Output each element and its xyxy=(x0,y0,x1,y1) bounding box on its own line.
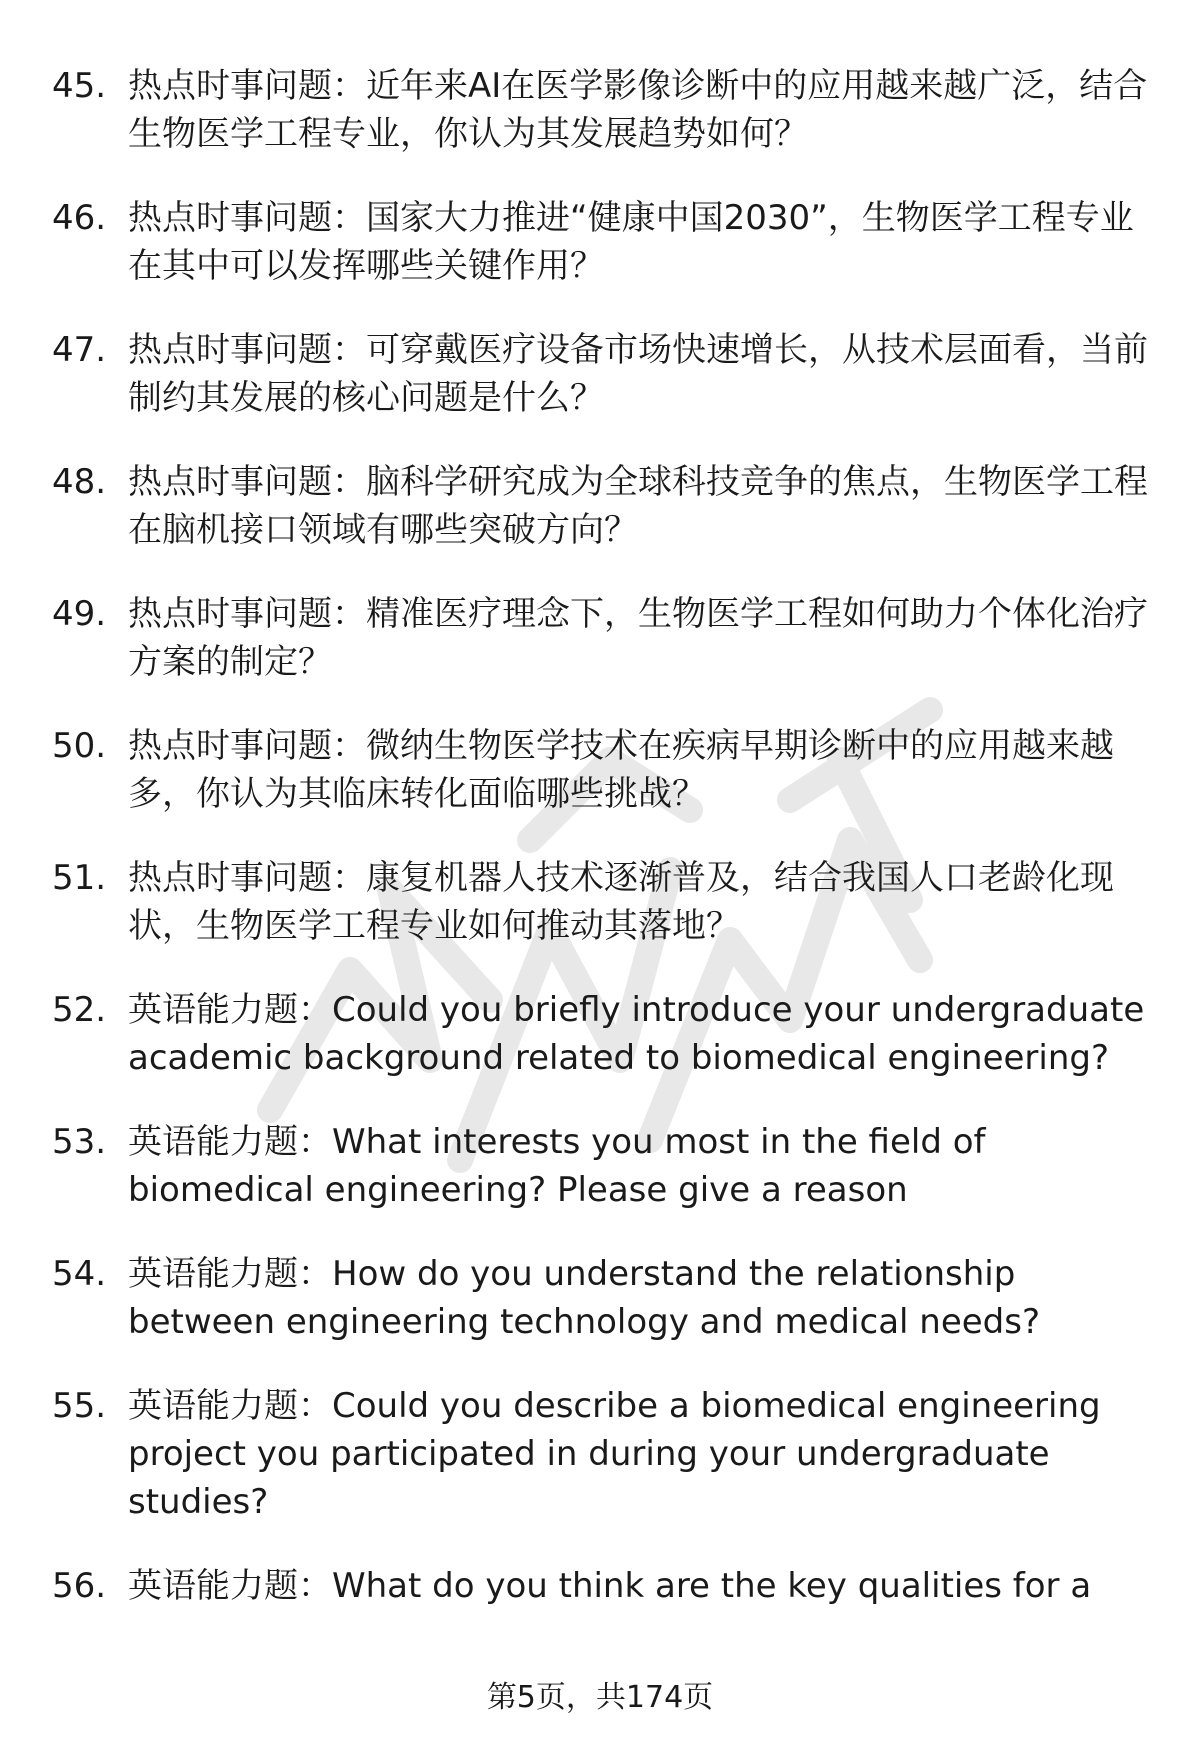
list-item xyxy=(52,326,1162,422)
list-item xyxy=(52,1118,1162,1214)
list-item xyxy=(52,62,1162,158)
question-text: 热点时事问题：国家大力推进“健康中国2030”，生物医学工程专业在其中可以发挥哪些关键作用？ xyxy=(128,198,1134,286)
question-text: 英语能力题：Could you briefly introduce your undergraduate academic background related to biomedical engineering? xyxy=(128,990,1145,1078)
question-number: 49. xyxy=(52,594,107,634)
list-item xyxy=(52,1382,1162,1526)
question-text: 英语能力题：What do you think are the key qualities for a xyxy=(128,1566,1092,1606)
list-item xyxy=(52,194,1162,290)
question-text: 热点时事问题：精准医疗理念下，生物医学工程如何助力个体化治疗方案的制定？ xyxy=(128,594,1148,682)
question-text: 英语能力题：Could you describe a biomedical engineering project you participated in during your undergraduate studies? xyxy=(128,1386,1101,1522)
question-number: 55. xyxy=(52,1386,107,1426)
question-number: 47. xyxy=(52,330,107,370)
question-text: 热点时事问题：康复机器人技术逐渐普及，结合我国人口老龄化现状，生物医学工程专业如何推动其落地？ xyxy=(128,858,1114,946)
question-text: 英语能力题：How do you understand the relationship between engineering technology and medical needs? xyxy=(128,1254,1041,1342)
question-text: 热点时事问题：微纳生物医学技术在疾病早期诊断中的应用越来越多，你认为其临床转化面临哪些挑战？ xyxy=(128,726,1114,814)
question-text: 热点时事问题：脑科学研究成为全球科技竞争的焦点，生物医学工程在脑机接口领域有哪些突破方向？ xyxy=(128,462,1148,550)
list-item xyxy=(52,1562,1162,1610)
question-number: 50. xyxy=(52,726,107,766)
list-item xyxy=(52,458,1162,554)
question-number: 52. xyxy=(52,990,107,1030)
question-text: 热点时事问题：近年来AI在医学影像诊断中的应用越来越广泛，结合生物医学工程专业，你认为其发展趋势如何？ xyxy=(128,66,1148,154)
question-number: 45. xyxy=(52,66,107,106)
question-list xyxy=(52,62,1162,1646)
question-text: 英语能力题：What interests you most in the field of biomedical engineering? Please give a reason xyxy=(128,1122,986,1210)
question-number: 53. xyxy=(52,1122,107,1162)
list-item xyxy=(52,590,1162,686)
list-item xyxy=(52,1250,1162,1346)
question-number: 54. xyxy=(52,1254,107,1294)
list-item xyxy=(52,854,1162,950)
question-number: 48. xyxy=(52,462,107,502)
list-item xyxy=(52,986,1162,1082)
page-number-footer: 第5页，共174页 xyxy=(486,1680,714,1715)
question-number: 51. xyxy=(52,858,107,898)
question-number: 56. xyxy=(52,1566,107,1606)
question-number: 46. xyxy=(52,198,107,238)
question-text: 热点时事问题：可穿戴医疗设备市场快速增长，从技术层面看，当前制约其发展的核心问题是什么？ xyxy=(128,330,1148,418)
list-item xyxy=(52,722,1162,818)
